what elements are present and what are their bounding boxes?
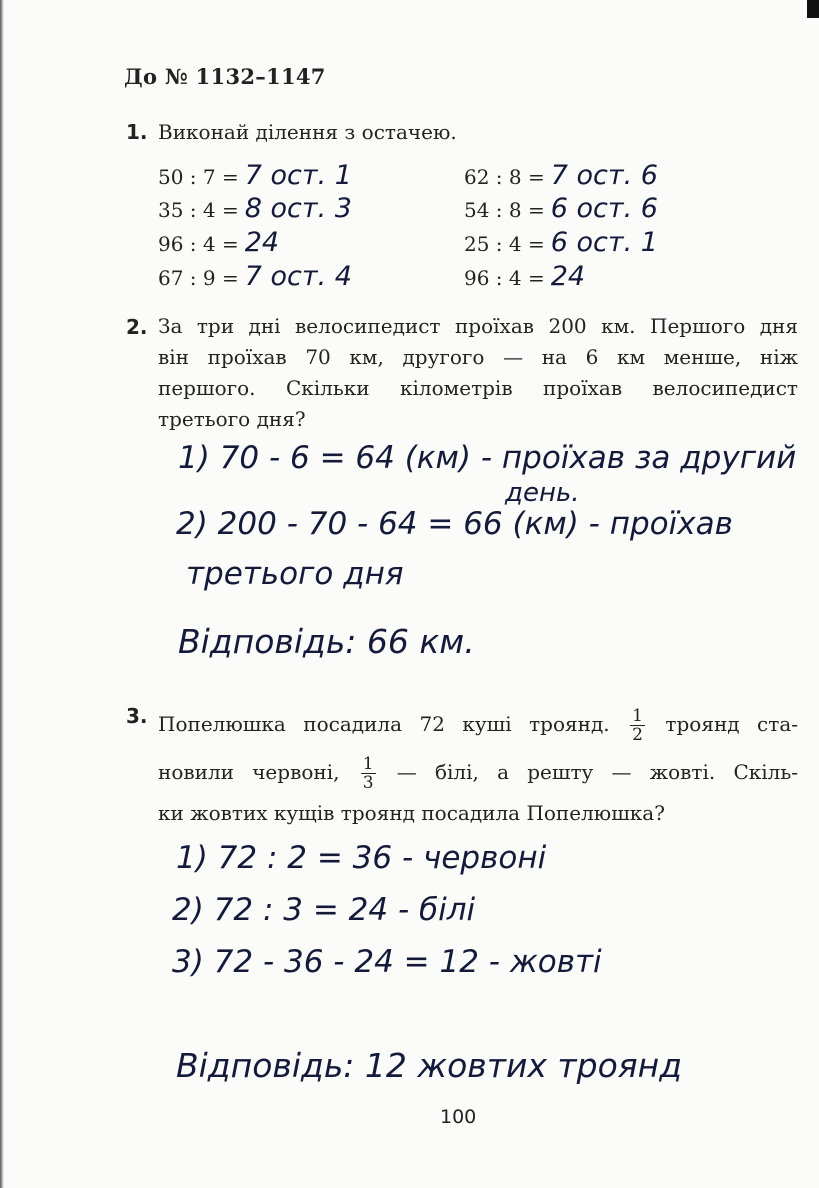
division-item — [158, 263, 352, 292]
task-3-text-part: Попелюшка посадила 72 куші троянд. — [158, 712, 610, 736]
division-item — [464, 263, 585, 292]
task-2-solution-step: 2) 200 - 70 - 64 = 66 (км) - проїхав — [176, 506, 733, 542]
division-expression: 50 : 7 = — [158, 165, 239, 189]
task-3-text-part: новили червоні, — [158, 760, 340, 784]
task-1-number: 1. — [126, 120, 148, 144]
division-item — [158, 195, 352, 224]
task-1-instruction: Виконай ділення з остачею. — [158, 120, 457, 144]
handwritten-answer: 7 ост. 4 — [244, 261, 352, 292]
task-3-text-part: — білі, а решту — жовті. Скіль- — [396, 760, 798, 784]
fraction-numerator: 1 — [362, 754, 374, 774]
task-2-solution-step: третього дня — [186, 556, 404, 592]
handwritten-answer: 6 ост. 6 — [550, 193, 658, 224]
division-expression: 35 : 4 = — [158, 198, 239, 222]
task-3-solution-step: 1) 72 : 2 = 36 - червоні — [176, 840, 547, 876]
division-expression: 96 : 4 = — [158, 232, 239, 256]
division-item — [158, 229, 279, 258]
task-2-line: За три дні велосипедист проїхав 200 км. Першого дня — [158, 314, 798, 338]
division-expression: 25 : 4 = — [464, 232, 545, 256]
division-item — [464, 229, 658, 258]
fraction-denominator: 2 — [632, 725, 643, 745]
division-expression: 62 : 8 = — [464, 165, 545, 189]
task-3-line-1 — [158, 700, 798, 748]
task-3-text — [158, 700, 798, 796]
task-3-answer: Відповідь: 12 жовтих троянд — [176, 1046, 683, 1085]
division-item — [464, 195, 658, 224]
section-header: До № 1132–1147 — [124, 64, 326, 89]
task-2-number: 2. — [126, 315, 148, 339]
task-3-solution-step: 3) 72 - 36 - 24 = 12 - жовті — [172, 944, 602, 980]
handwritten-answer: 6 ост. 1 — [550, 227, 658, 258]
page-number: 100 — [440, 1106, 477, 1128]
task-2-text — [158, 311, 798, 435]
fraction-one-half — [630, 707, 645, 744]
task-2-line: третього дня? — [158, 407, 306, 431]
division-expression: 54 : 8 = — [464, 198, 545, 222]
page-edge-shadow — [0, 0, 4, 1188]
handwritten-answer: 7 ост. 1 — [244, 160, 352, 191]
division-item — [158, 162, 352, 191]
task-3-line-3: ки жовтих кущів троянд посадила Попелюшка? — [158, 801, 665, 825]
task-3-text-end — [158, 798, 798, 829]
fraction-one-third — [361, 755, 376, 792]
task-2-solution-step: 1) 70 - 6 = 64 (км) - проїхав за другий — [178, 440, 797, 476]
task-2-line: першого. Скільки кілометрів проїхав велосипедист — [158, 376, 798, 400]
division-expression: 67 : 9 = — [158, 266, 239, 290]
fraction-denominator: 3 — [362, 773, 374, 793]
task-3-text-part: троянд ста- — [665, 712, 799, 736]
division-item — [464, 162, 658, 191]
fraction-numerator: 1 — [632, 706, 643, 726]
corner-mark — [807, 0, 819, 18]
task-2-solution-step: день. — [505, 478, 580, 508]
handwritten-answer: 24 — [550, 261, 586, 292]
task-1-text — [158, 117, 798, 148]
task-3-number: 3. — [126, 704, 148, 728]
division-expression: 96 : 4 = — [464, 266, 545, 290]
task-2-line: він проїхав 70 км, другого — на 6 км менше, ніж — [158, 345, 798, 369]
handwritten-answer: 24 — [244, 227, 280, 258]
task-2-answer: Відповідь: 66 км. — [178, 622, 475, 661]
task-3-solution-step: 2) 72 : 3 = 24 - білі — [172, 892, 476, 928]
handwritten-answer: 8 ост. 3 — [244, 193, 352, 224]
task-3-line-2 — [158, 748, 798, 796]
handwritten-answer: 7 ост. 6 — [550, 160, 658, 191]
